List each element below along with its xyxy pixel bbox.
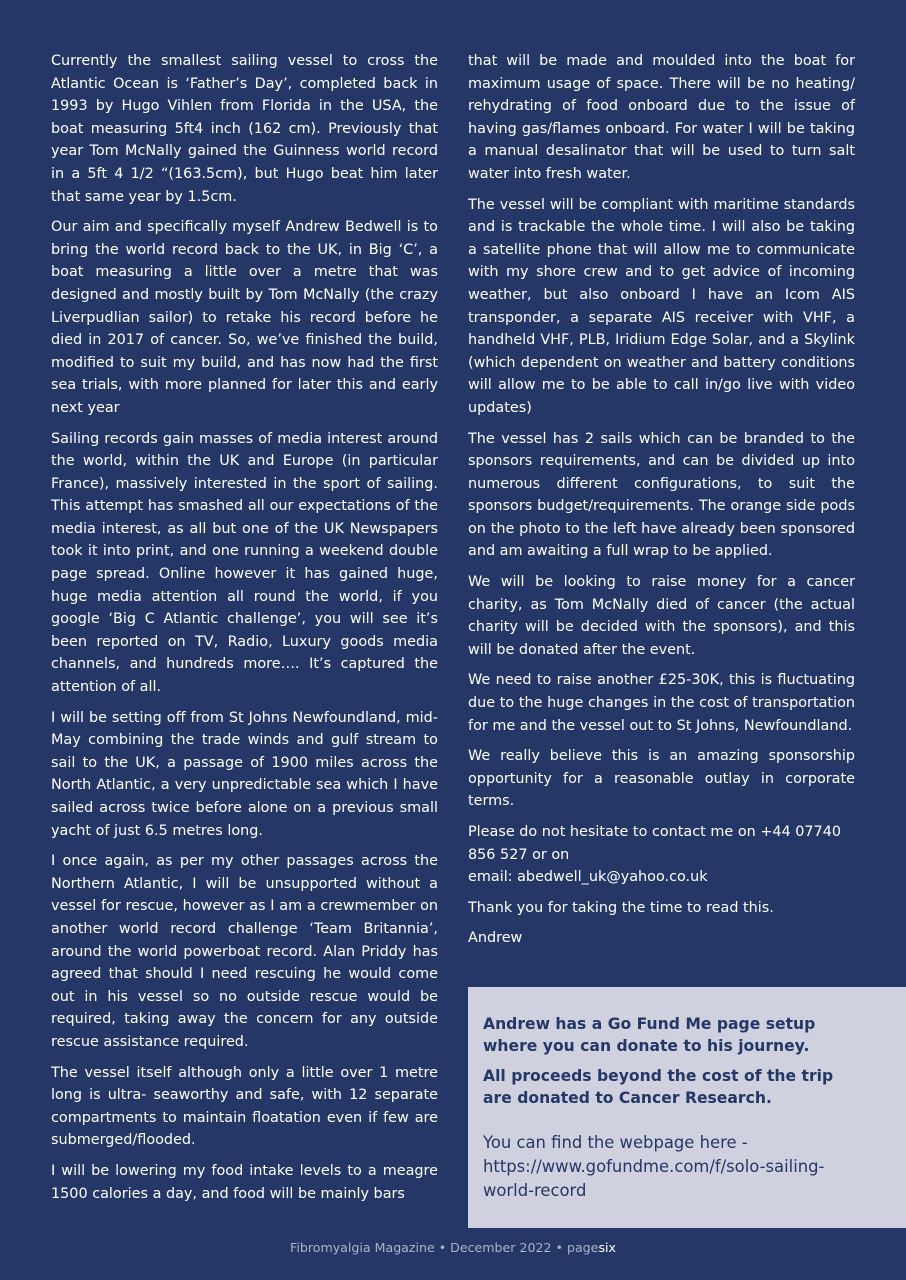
article-paragraph: Our aim and specifically myself Andrew Bedwell is to bring the world record back to the UK, in Big ‘C’, a boat measuring a little over a metre that was designed and mostly built by Tom McNally (the crazy Liverpudlian sailor) to retake his record before he died in 2017 of cancer. So, we’ve finished the build, modified to suit my build, and has now had the first sea trials, with more planned for later this and early next year: [51, 219, 438, 416]
article-left-column: [51, 50, 438, 1213]
contact-paragraph: [468, 821, 855, 889]
footer-page-number: six: [598, 1240, 616, 1255]
article-paragraph: I once again, as per my other passages across the Northern Atlantic, I will be unsupported without a vessel for rescue, however as I am a crewmember on another world record challenge ‘Team Britannia’, around the world powerboat record. Alan Priddy has agreed that should I need rescuing he would come out in his vessel so no outside rescue would be required, taking away the concern for any outside rescue assistance required.: [51, 853, 438, 1050]
article-paragraph: We need to raise another £25-30K, this is fluctuating due to the huge changes in the cost of transportation for me and the vessel out to St Johns, Newfoundland.: [468, 672, 855, 734]
article-paragraph: I will be lowering my food intake levels to a meagre 1500 calories a day, and food will be mainly bars: [51, 1162, 438, 1202]
donate-callout-box: [468, 987, 906, 1228]
article-right-column: [468, 50, 855, 958]
article-paragraph: The vessel itself although only a little over 1 metre long is ultra- seaworthy and safe, with 12 separate compartments to maintain floatation even if few are submerged/flooded.: [51, 1064, 438, 1149]
article-paragraph: We really believe this is an amazing sponsorship opportunity for a reasonable outlay in corporate terms.: [468, 748, 855, 810]
donate-line-1: Andrew has a Go Fund Me page setup where you can donate to his journey.: [483, 1015, 816, 1055]
article-paragraph: The vessel has 2 sails which can be branded to the sponsors requirements, and can be divided up into numerous different configurations, to suit the sponsors budget/requirements. The orange side pods on the photo to the left have already been sponsored and am awaiting a full wrap to be applied.: [468, 430, 855, 560]
contact-email: email: abedwell_uk@yahoo.co.uk: [468, 869, 708, 886]
article-paragraph: that will be made and moulded into the boat for maximum usage of space. There will be no heating/ rehydrating of food onboard due to the issue of having gas/flames onboard. For water I will be taking a manual desalinator that will be used to turn salt water into fresh water.: [468, 53, 855, 182]
page-footer: [0, 1240, 906, 1255]
article-paragraph: The vessel will be compliant with maritime standards and is trackable the whole time. I will also be taking a satellite phone that will allow me to communicate with my shore crew and to get advice of incoming weather, but also onboard I have an Icom AIS transponder, a separate AIS receiver with VHF, a handheld VHF, PLB, Iridium Edge Solar, and a Skylink (which dependent on weather and battery conditions will allow me to be able to call in/go live with video updates): [468, 196, 855, 416]
footer-text: Fibromyalgia Magazine • December 2022 • page: [290, 1240, 599, 1255]
donate-line-2: All proceeds beyond the cost of the trip are donated to Cancer Research.: [483, 1067, 834, 1107]
thanks-text: Thank you for taking the time to read this.: [468, 899, 774, 916]
article-paragraph: We will be looking to raise money for a cancer charity, as Tom McNally died of cancer (the actual charity will be decided with the sponsors), and this will be donated after the event.: [468, 574, 855, 658]
article-paragraph: Currently the smallest sailing vessel to cross the Atlantic Ocean is ‘Father’s Day’, completed back in 1993 by Hugo Vihlen from Florida in the USA, the boat measuring 5ft4 inch (162 cm). Previously that year Tom McNally gained the Guinness world record in a 5ft 4 1/2 “(163.5cm), but Hugo beat him later that same year by 1.5cm.: [51, 53, 438, 205]
article-paragraph: I will be setting off from St Johns Newfoundland, mid-May combining the trade winds and gulf stream to sail to the UK, a passage of 1900 miles across the North Atlantic, a very unpredictable sea which I have sailed across twice before alone on a previous small yacht of just 6.5 metres long.: [51, 709, 438, 839]
signoff-text: Andrew: [468, 930, 523, 947]
donate-webpage-link[interactable]: You can find the webpage here - https://www.gofundme.com/f/solo-sailing-world-record: [483, 1133, 825, 1200]
article-paragraph: Sailing records gain masses of media interest around the world, within the UK and Europe (in particular France), massively interested in the sport of sailing. This attempt has smashed all our expectations of the media interest, as all but one of the UK Newspapers took it into print, and one running a weekend double page spread. Online however it has gained huge, huge media attention all round the world, if you google ‘Big C Atlantic challenge’, you will see it’s been reported on TV, Radio, Luxury goods media channels, and hundreds more…. It’s captured the attention of all.: [51, 430, 438, 696]
contact-phone-text: Please do not hesitate to contact me on +44 07740 856 527 or on: [468, 824, 842, 863]
